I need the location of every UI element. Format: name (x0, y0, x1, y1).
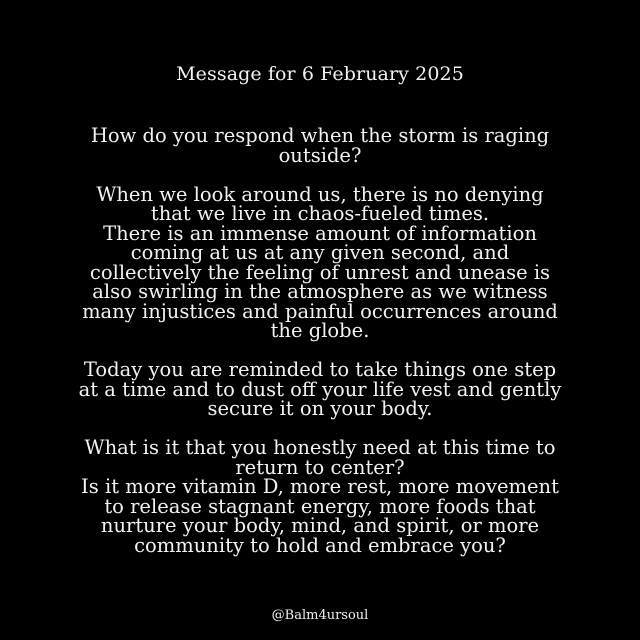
text-line: nurture your body, mind, and spirit, or more (100, 514, 540, 537)
text-line: community to hold and embrace you? (134, 533, 506, 557)
text-line: Is it more vitamin D, more rest, more movement (81, 475, 559, 498)
text-line: What is it that you honestly need at this time to (84, 436, 556, 459)
text-line: There is an immense amount of information (103, 221, 537, 245)
paragraph (40, 360, 600, 419)
text-line: outside? (278, 143, 362, 167)
paragraph (40, 438, 600, 555)
paragraph-gap (40, 165, 600, 185)
paragraph (40, 126, 600, 165)
text-line: return to center? (235, 455, 405, 479)
text-line: collectively the feeling of unrest and unease is (89, 260, 551, 284)
text-line: at a time and to dust off your life vest and gently (78, 377, 562, 401)
text-line: secure it on your body. (207, 397, 433, 420)
post-body (40, 126, 600, 555)
text-line: coming at us at any given second, and (130, 241, 510, 264)
paragraph (40, 182, 600, 342)
text-line: the globe. (270, 319, 370, 342)
post-title: Message for 6 February 2025 (176, 63, 464, 85)
author-handle: @Balm4ursoul (271, 608, 369, 623)
text-line: to release stagnant energy, more foods that (104, 494, 536, 518)
text-line: How do you respond when the storm is raging (90, 124, 550, 147)
text-line: many injustices and painful occurrences around (82, 299, 558, 323)
text-line: When we look around us, there is no denying (96, 182, 544, 206)
text-line: Today you are reminded to take things one step (83, 358, 557, 381)
text-line: also swirling in the atmosphere as we witness (92, 280, 548, 303)
text-line: that we live in chaos-fueled times. (150, 202, 490, 225)
